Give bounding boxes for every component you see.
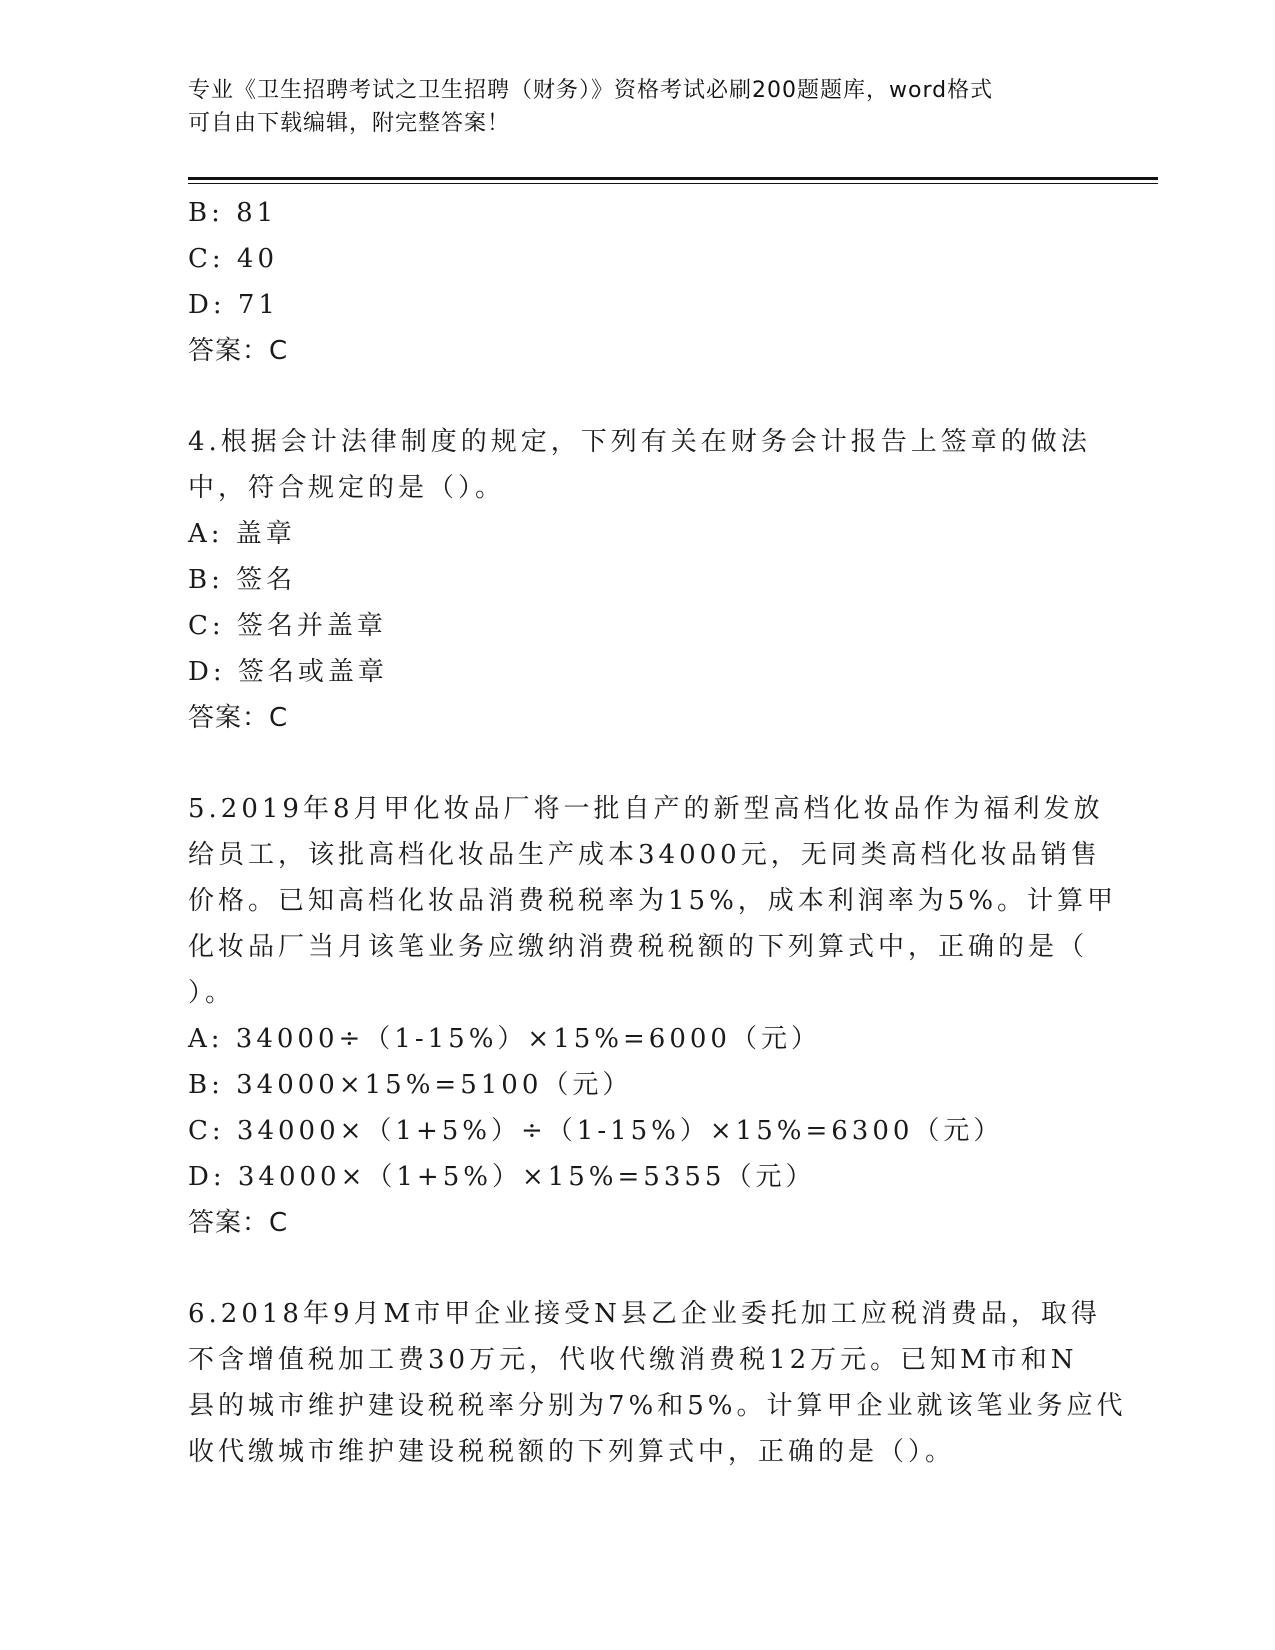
question-stem-line: 不含增值税加工费30万元，代收代缴消费税12万元。已知M市和N: [188, 1345, 1078, 1375]
option-c: C: 40: [188, 244, 279, 274]
question-stem-line: 5.2019年8月甲化妆品厂将一批自产的新型高档化妆品作为福利发放: [188, 794, 1104, 824]
option-b: B: 签名: [188, 565, 297, 595]
option-c: C: 签名并盖章: [188, 611, 387, 641]
question-stem-line: 收代缴城市维护建设税税额的下列算式中，正确的是（）。: [188, 1437, 956, 1467]
question-6: [188, 1291, 1127, 1475]
option-c: C: 34000×（1+5%）÷（1-15%）×15%=6300（元）: [188, 1116, 1004, 1146]
question-3-tail: [188, 190, 1088, 374]
option-d: D: 34000×（1+5%）×15%=5355（元）: [188, 1162, 816, 1192]
option-d: D: 71: [188, 290, 279, 320]
header-rule-thick: [188, 177, 1158, 180]
question-stem-line: 化妆品厂当月该笔业务应缴纳消费税税额的下列算式中，正确的是（: [188, 932, 1089, 962]
question-5: [188, 786, 1118, 1246]
option-b: B: 34000×15%=5100（元）: [188, 1070, 633, 1100]
option-d: D: 签名或盖章: [188, 657, 388, 687]
option-a: A: 盖章: [188, 519, 296, 549]
question-stem-line: 县的城市维护建设税税率分别为7%和5%。计算甲企业就该笔业务应代: [188, 1391, 1127, 1421]
answer-line: 答案：C: [188, 336, 289, 366]
option-a: A: 34000÷（1-15%）×15%=6000（元）: [188, 1024, 821, 1054]
question-stem-line: 6.2018年9月M市甲企业接受N县乙企业委托加工应税消费品，取得: [188, 1299, 1101, 1329]
question-stem-line: ）。: [188, 978, 236, 1008]
question-stem-line: 价格。已知高档化妆品消费税税率为15%，成本利润率为5%。计算甲: [188, 886, 1118, 916]
answer-line: 答案：C: [188, 1208, 289, 1238]
question-stem-line: 中，符合规定的是（）。: [188, 473, 506, 503]
answer-line: 答案：C: [188, 703, 289, 733]
document-body: [188, 190, 1127, 1475]
question-stem-line: 4.根据会计法律制度的规定，下列有关在财务会计报告上签章的做法: [188, 427, 1091, 457]
header-rule-thin: [188, 183, 1158, 184]
header-line-2: 可自由下载编辑，附完整答案！: [188, 111, 511, 136]
document-header: [188, 74, 1088, 140]
header-line-1: 专业《卫生招聘考试之卫生招聘（财务）》资格考试必刷200题题库，word格式: [188, 78, 994, 103]
question-4: [188, 419, 1091, 741]
question-stem-line: 给员工，该批高档化妆品生产成本34000元，无同类高档化妆品销售: [188, 840, 1101, 870]
option-b: B: 81: [188, 198, 278, 228]
